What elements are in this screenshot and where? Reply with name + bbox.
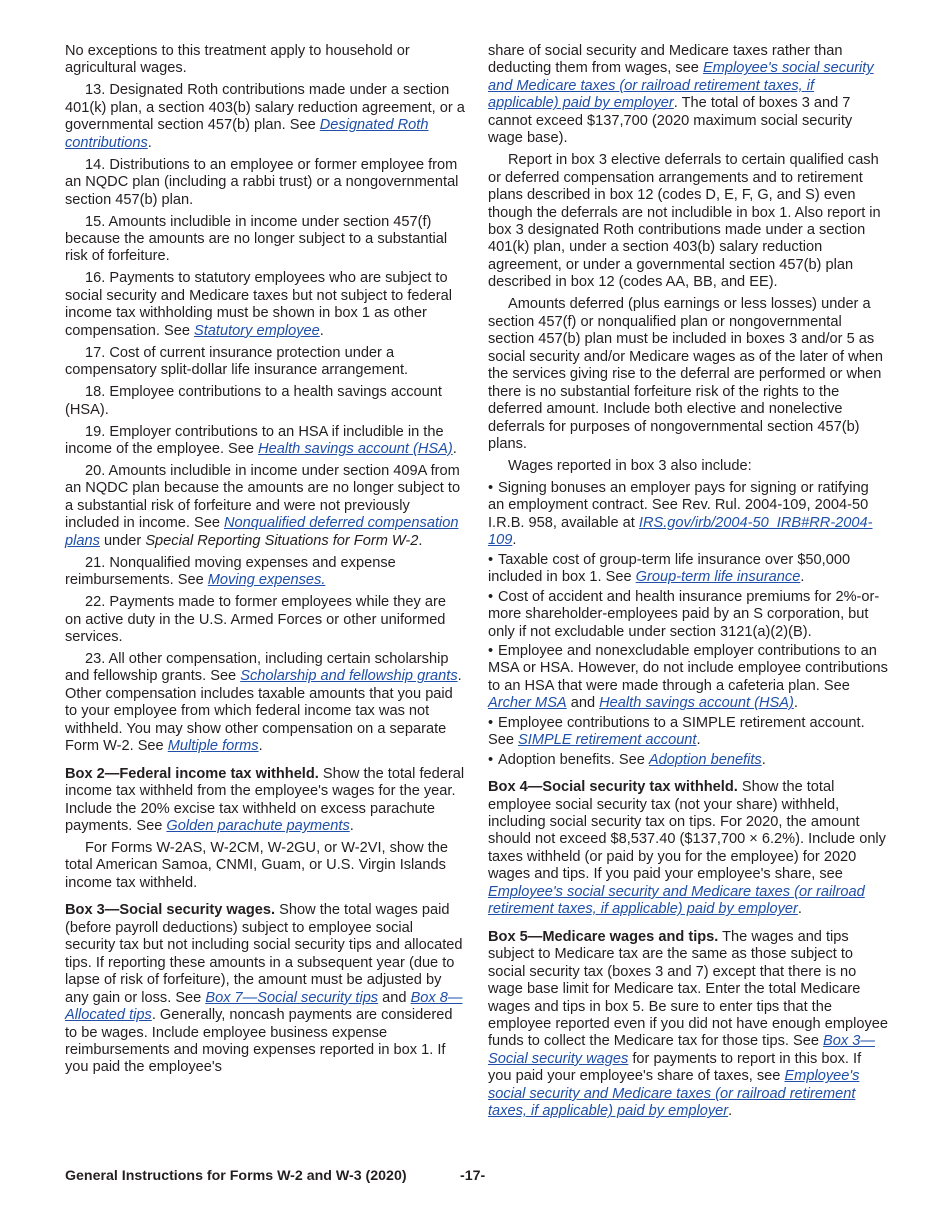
hsa-link[interactable]: Health savings account (HSA) (599, 695, 794, 712)
list-item-23: 23. All other compensation, including certain scholarship and fellowship grants. See Scholarship and fellowship grants. Other compensation includes taxable amounts that you paid to your employee from which federal income tax was not withheld. You may show other compensation on a separate Form W-2. See Multiple forms. (65, 651, 462, 755)
irs-irb-link[interactable]: IRS.gov/irb/2004-50_IRB#RR-2004-109 (488, 514, 873, 549)
box5-heading: Box 5—Medicare wages and tips. (488, 928, 719, 945)
paragraph: No exceptions to this treatment apply to household or agricultural wages. (65, 43, 410, 77)
statutory-employee-link[interactable]: Statutory employee (194, 322, 320, 339)
adoption-benefits-link[interactable]: Adoption benefits (648, 751, 762, 768)
simple-retirement-link[interactable]: SIMPLE retirement account (518, 732, 697, 749)
list-item-19: 19. Employer contributions to an HSA if includible in the income of the employee. See Health savings account (HSA). (65, 423, 457, 458)
paragraph: Report in box 3 elective deferrals to certain qualified cash or deferred compensation arrangements and to retirement plans described in box 12 (codes D, E, F, G, and S) even though the deferrals are not includible in box 1. Also report in box 3 designated Roth contributions made under a section 401(k) plan, under a section 403(b) salary reduction agreement, or under a governmental section 457(b) plan described in box 12 (codes AA, BB, and EE). (488, 152, 881, 291)
multiple-forms-link[interactable]: Multiple forms (167, 738, 259, 755)
list-item: • Adoption benefits. See Adoption benefits. (488, 752, 888, 769)
box3-section: Box 3—Social security wages. Show the total wages paid (before payroll deductions) subject to employee social security tax but not including social security tips and allocated tips. If reporting these amounts in a subsequent year (due to lapse of risk of forfeiture), the amount must be adjusted by any gain or loss. See Box 7—Social security tips and Box 8—Allocated tips. Generally, noncash payments are considered to be wages. Include employee business expense reimbursements and moving expenses reported in box 1. If you paid the employee's (65, 902, 463, 1076)
box2-section: Box 2—Federal income tax withheld. Show the total federal income tax withheld from the employee's wages for the year. Include the 20% excise tax withheld on excess parachute payments. See Golden parachute payments. (65, 765, 465, 835)
list-item-18: 18. Employee contributions to a health savings account (HSA). (65, 384, 442, 418)
list-item: • Cost of accident and health insurance premiums for 2%-or-more shareholder-employees paid by an S corporation, but only if not excludable under section 3121(a)(2)(B). (488, 589, 888, 641)
hsa-link[interactable]: Health savings account (HSA) (258, 441, 453, 458)
list-item-20: 20. Amounts includible in income under section 409A from an NQDC plan because the amounts are no longer subject to a substantial risk of forfeiture and were not previously included in income. See Nonqualified deferred compensation plans under Special Reporting Situations for Form W-2. (65, 462, 461, 549)
list-item: • Taxable cost of group-term life insurance over $50,000 included in box 1. See Group-term life insurance. (488, 552, 888, 587)
list-item-15: 15. Amounts includible in income under section 457(f) because the amounts are no longer subject to a substantial risk of forfeiture. (65, 213, 448, 265)
list-item-16: 16. Payments to statutory employees who are subject to social security and Medicare taxes but not subject to federal income tax withholding must be shown in box 1 as other compensation. See Statutory employee. (65, 270, 452, 339)
box4-heading: Box 4—Social security tax withheld. (488, 779, 738, 796)
box2-heading: Box 2—Federal income tax withheld. (65, 765, 319, 782)
list-item-21: 21. Nonqualified moving expenses and expense reimbursements. See Moving expenses. (65, 554, 396, 589)
nqdc-plans-link[interactable]: Nonqualified deferred compensation plans (65, 515, 459, 549)
golden-parachute-link[interactable]: Golden parachute payments (166, 818, 350, 835)
paragraph: For Forms W-2AS, W-2CM, W-2GU, or W-2VI, show the total American Samoa, CNMI, Guam, or U.S. Virgin Islands income tax withheld. (65, 840, 449, 891)
list-item-13: 13. Designated Roth contributions made under a section 401(k) plan, a section 403(b) salary reduction agreement, or a governmental section 457(b) plan. See Designated Roth contributions. (65, 82, 465, 151)
list-item-17: 17. Cost of current insurance protection under a compensatory split-dollar life insurance arrangement. (65, 344, 409, 379)
paragraph: Wages reported in box 3 also include: (508, 457, 752, 474)
list-item: • Employee and nonexcludable employer contributions to an MSA or HSA. However, do not include employee contributions to an HSA that were made through a cafeteria plan. See Archer MSA and Health savings account (HSA). (488, 643, 888, 713)
box7-link[interactable]: Box 7—Social security tips (205, 989, 379, 1006)
scholarship-grants-link[interactable]: Scholarship and fellowship grants (240, 668, 458, 685)
bullet-list (488, 480, 888, 769)
box3-link[interactable]: Box 3—Social security wages (488, 1033, 875, 1067)
employee-ss-medicare-link[interactable]: Employee's social security and Medicare taxes (or railroad retirement taxes, if applicable) paid by employer (488, 883, 865, 918)
paragraph: share of social security and Medicare taxes rather than deducting them from wages, see Employee's social security and Medicare taxes (or railroad retirement taxes, if applicable) paid by employer. The total of boxes 3 and 7 cannot exceed $137,700 (2020 maximum social security wage base). (488, 43, 874, 147)
box3-heading: Box 3—Social security wages. (65, 902, 276, 919)
designated-roth-link[interactable]: Designated Roth contributions (65, 117, 429, 151)
page-number: -17- (460, 1168, 486, 1184)
box5-section: Box 5—Medicare wages and tips. The wages and tips subject to Medicare tax are the same as those subject to social security tax (boxes 3 and 7) except that there is no wage base limit for Medicare tax. Enter the total Medicare wages and tips in box 5. Be sure to enter tips that the employee reported even if you did not have enough employee funds to collect the Medicare tax for those tips. See Box 3—Social security wages for payments to report in this box. If you paid your employee's share of taxes, see Employee's social security and Medicare taxes (or railroad retirement taxes, if applicable) paid by employer. (488, 928, 888, 1120)
list-item-14: 14. Distributions to an employee or former employee from an NQDC plan (including a rabbi trust) or a nongovernmental section 457(b) plan. (65, 156, 459, 208)
box4-section: Box 4—Social security tax withheld. Show the total employee social security tax (not your share) withheld, including social security tax on tips. For 2020, the amount should not exceed $8,537.40 ($137,700 × 6.2%). Include only taxes withheld (or paid by you for the employee) for 2020 wages and tips. If you paid your employee's share, see Employee's social security and Medicare taxes (or railroad retirement taxes, if applicable) paid by employer. (488, 779, 886, 918)
left-column (65, 43, 465, 1081)
paragraph: Amounts deferred (plus earnings or less losses) under a section 457(f) or nonqualified plan or nongovernmental section 457(b) plan must be included in boxes 3 and/or 5 as social security and/or Medicare wages as of the later of when the services giving rise to the deferral are performed or when there is no substantial forfeiture risk of the rights to the deferred amount. Include both elective and nonelective deferrals for purposes of nongovernmental section 457(b) plans. (488, 296, 884, 452)
list-item-22: 22. Payments made to former employees while they are on active duty in the U.S. Armed Forces or other uniformed services. (65, 594, 446, 646)
list-item: • Signing bonuses an employer pays for signing or ratifying an employment contract. See Rev. Rul. 2004-109, 2004-50 I.R.B. 958, available at IRS.gov/irb/2004-50_IRB#RR-2004-109. (488, 480, 888, 550)
box8-link[interactable]: Box 8—Allocated tips (65, 989, 463, 1024)
employee-ss-medicare-link[interactable]: Employee's social security and Medicare taxes (or railroad retirement taxes, if applicable) paid by employer (488, 60, 874, 112)
employee-ss-medicare-link[interactable]: Employee's social security and Medicare taxes (or railroad retirement taxes, if applicable) paid by employer (488, 1068, 860, 1120)
moving-expenses-link[interactable]: Moving expenses. (207, 572, 326, 589)
archer-msa-link[interactable]: Archer MSA (488, 695, 567, 712)
right-column (488, 43, 888, 1125)
group-term-life-link[interactable]: Group-term life insurance (635, 569, 801, 586)
footer-title: General Instructions for Forms W-2 and W-3 (2020) (65, 1168, 407, 1184)
list-item: • Employee contributions to a SIMPLE retirement account. See SIMPLE retirement account. (488, 715, 888, 750)
